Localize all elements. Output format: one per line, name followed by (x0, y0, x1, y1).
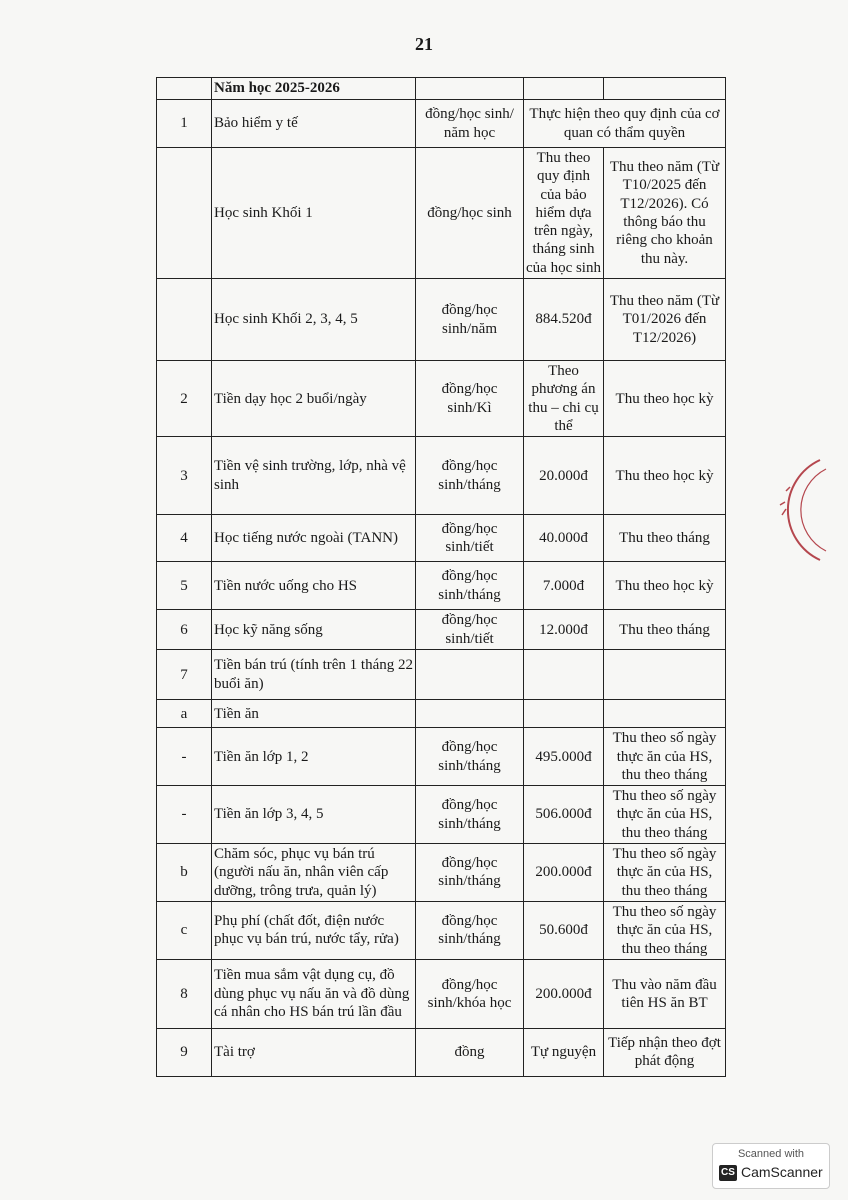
fee-note: Tiếp nhận theo đợt phát động (604, 1028, 726, 1076)
fee-name: Tiền bán trú (tính trên 1 tháng 22 buổi ăn) (212, 650, 416, 700)
row-number: - (157, 786, 212, 844)
fee-note: Thu theo học kỳ (604, 437, 726, 515)
table-row (157, 100, 726, 148)
fee-amount: Tự nguyện (524, 1028, 604, 1076)
fee-amount: 200.000đ (524, 844, 604, 902)
row-number: 1 (157, 100, 212, 148)
fee-unit: đồng (416, 1028, 524, 1076)
table-cell (157, 78, 212, 100)
fee-note: Thu vào năm đầu tiên HS ăn BT (604, 959, 726, 1028)
table-row (157, 148, 726, 279)
scanned-with-label: Scanned with (737, 1148, 805, 1160)
row-number: 4 (157, 515, 212, 562)
row-number: b (157, 844, 212, 902)
fee-unit: đồng/học sinh/tiết (416, 610, 524, 650)
fee-amount (524, 700, 604, 728)
fee-unit: đồng/học sinh/năm (416, 279, 524, 361)
fee-name: Tiền ăn lớp 3, 4, 5 (212, 786, 416, 844)
table-row (157, 515, 726, 562)
fee-unit: đồng/học sinh/ năm học (416, 100, 524, 148)
fee-note: Thu theo năm (Từ T01/2026 đến T12/2026) (604, 279, 726, 361)
row-number (157, 148, 212, 279)
table-row-year (157, 78, 726, 100)
row-number: 5 (157, 562, 212, 610)
fee-unit: đồng/học sinh/khóa học (416, 959, 524, 1028)
fee-note: Thu theo tháng (604, 515, 726, 562)
camscanner-logo-icon: CS (719, 1165, 737, 1181)
fee-amount: Theo phương án thu – chi cụ thể (524, 361, 604, 437)
fee-amount: 12.000đ (524, 610, 604, 650)
table-row (157, 361, 726, 437)
fee-amount: Thu theo quy định của bảo hiểm dựa trên ngày, tháng sinh của học sinh (524, 148, 604, 279)
fee-table (156, 77, 726, 1077)
camscanner-name: CamScanner (741, 1164, 823, 1180)
fee-name: Tiền nước uống cho HS (212, 562, 416, 610)
fee-unit: đồng/học sinh/tháng (416, 786, 524, 844)
row-number: 7 (157, 650, 212, 700)
year-heading: Năm học 2025-2026 (212, 78, 416, 100)
table-row (157, 610, 726, 650)
table-row (157, 279, 726, 361)
fee-name: Bảo hiểm y tế (212, 100, 416, 148)
fee-amount: 506.000đ (524, 786, 604, 844)
fee-note: Thu theo số ngày thực ăn của HS, thu theo tháng (604, 844, 726, 902)
row-number: 8 (157, 959, 212, 1028)
fee-amount: 40.000đ (524, 515, 604, 562)
fee-name: Tiền ăn (212, 700, 416, 728)
fee-name: Tiền mua sắm vật dụng cụ, đồ dùng phục vụ nấu ăn và đồ dùng cá nhân cho HS bán trú lần đầu (212, 959, 416, 1028)
fee-unit: đồng/học sinh/tháng (416, 844, 524, 902)
row-number: 2 (157, 361, 212, 437)
fee-unit: đồng/học sinh/tháng (416, 437, 524, 515)
fee-amount (524, 650, 604, 700)
fee-name: Học kỹ năng sống (212, 610, 416, 650)
fee-note: Thu theo học kỳ (604, 361, 726, 437)
table-row (157, 901, 726, 959)
row-number: 9 (157, 1028, 212, 1076)
scanner-watermark (712, 1143, 830, 1189)
fee-unit (416, 700, 524, 728)
table-cell (416, 78, 524, 100)
fee-note: Thu theo số ngày thực ăn của HS, thu theo tháng (604, 728, 726, 786)
fee-unit: đồng/học sinh (416, 148, 524, 279)
fee-name: Chăm sóc, phục vụ bán trú (người nấu ăn, nhân viên cấp dưỡng, trông trưa, quản lý) (212, 844, 416, 902)
fee-amount: 20.000đ (524, 437, 604, 515)
row-number: a (157, 700, 212, 728)
fee-amount: 50.600đ (524, 901, 604, 959)
table-cell (604, 78, 726, 100)
fee-unit: đồng/học sinh/tháng (416, 728, 524, 786)
row-number: 3 (157, 437, 212, 515)
seal-stamp-graphic (760, 455, 830, 565)
fee-name: Tiền vệ sinh trường, lớp, nhà vệ sinh (212, 437, 416, 515)
table-row (157, 844, 726, 902)
fee-note: Thu theo số ngày thực ăn của HS, thu theo tháng (604, 786, 726, 844)
fee-name: Học sinh Khối 2, 3, 4, 5 (212, 279, 416, 361)
fee-note (604, 650, 726, 700)
table-row (157, 700, 726, 728)
fee-name: Phụ phí (chất đốt, điện nước phục vụ bán trú, nước tẩy, rửa) (212, 901, 416, 959)
fee-note: Thu theo tháng (604, 610, 726, 650)
table-row (157, 562, 726, 610)
row-number (157, 279, 212, 361)
table-cell (524, 78, 604, 100)
fee-unit: đồng/học sinh/Kì (416, 361, 524, 437)
fee-note: Thu theo học kỳ (604, 562, 726, 610)
fee-amount: 495.000đ (524, 728, 604, 786)
fee-amount-note: Thực hiện theo quy định của cơ quan có thẩm quyền (524, 100, 726, 148)
fee-note: Thu theo năm (Từ T10/2025 đến T12/2026). Có thông báo thu riêng cho khoản thu này. (604, 148, 726, 279)
table-row (157, 650, 726, 700)
fee-amount: 884.520đ (524, 279, 604, 361)
table-row (157, 1028, 726, 1076)
row-number: - (157, 728, 212, 786)
fee-note: Thu theo số ngày thực ăn của HS, thu theo tháng (604, 901, 726, 959)
fee-unit: đồng/học sinh/tháng (416, 901, 524, 959)
table-row (157, 786, 726, 844)
seal-stamp-fragment (760, 455, 830, 565)
fee-name: Tài trợ (212, 1028, 416, 1076)
table-row (157, 959, 726, 1028)
fee-name: Tiền ăn lớp 1, 2 (212, 728, 416, 786)
fee-unit: đồng/học sinh/tháng (416, 562, 524, 610)
fee-unit: đồng/học sinh/tiết (416, 515, 524, 562)
fee-amount: 7.000đ (524, 562, 604, 610)
row-number: c (157, 901, 212, 959)
table-row (157, 728, 726, 786)
fee-note (604, 700, 726, 728)
table-row (157, 437, 726, 515)
fee-unit (416, 650, 524, 700)
fee-name: Học sinh Khối 1 (212, 148, 416, 279)
page-number: 21 (415, 34, 433, 54)
fee-amount: 200.000đ (524, 959, 604, 1028)
row-number: 6 (157, 610, 212, 650)
fee-name: Học tiếng nước ngoài (TANN) (212, 515, 416, 562)
fee-name: Tiền dạy học 2 buổi/ngày (212, 361, 416, 437)
